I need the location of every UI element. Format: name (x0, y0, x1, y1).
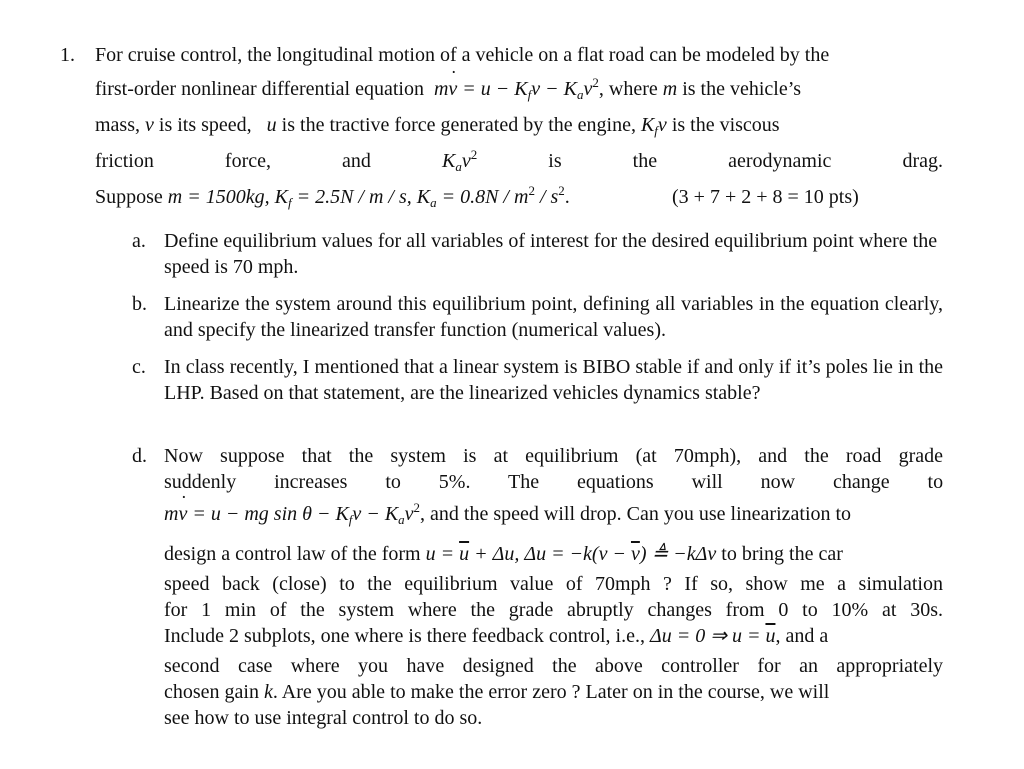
part-b-text: Linearize the system around this equilibrium point, defining all variables in the equation clearly, and specify the linearized transfer function (numerical values). (164, 293, 943, 341)
no-feedback-condition: Δu = 0 ⇒ $u = \overline{u}$ (649, 625, 776, 647)
part-c-letter: c. (132, 356, 146, 378)
part-c-text: In class recently, I mentioned that a linear system is BIBO stable if and only if it’s poles lie in the LHP. Based on that statement, are the linearized vehicles dynamics stable? (164, 356, 943, 404)
model-equation: m˙ $v = u - K_fv - K_av^2$ (429, 78, 599, 100)
part-a-letter: a. (132, 230, 146, 252)
part-d-text: Now suppose that the system is at equilibrium (at 70mph), and the road grade suddenly increases to 5%. The equations will now change to m˙ v = u − mg $\sin \theta - K_fv - K_av^2$, and the speed will drop. Can you use linearization to design a control law of the form $u = \overline{u} + \Delta u$, $\Delta u = -k(v - \overline{v})$ ≜ −kΔv to bring the car speed back (close) to the equilibrium value of 70mph ? If so, show me a simulation for 1 min of the system where the grade abruptly changes from 0 to 10% at 30s. Include 2 subplots, one where is there feedback control, i.e., Δu = 0 ⇒ $u = \overline{u}$, and a second case where you have designed the above controller for an appropriately chosen gain k. Are you able to make the error zero ? Later on in the course, we will see how to use integral control to do so. (164, 443, 943, 731)
points-label: (3 + 7 + 2 + 8 = 10 pts) (672, 186, 859, 208)
intro-line-1: For cruise control, the longitudinal motion of a vehicle on a flat road can be modeled by the (95, 44, 830, 66)
control-law: $u = \overline{u} + \Delta u$, $\Delta u = -k(v - \overline{v})$ ≜ −kΔv (425, 543, 717, 565)
parameter-values: m = 1500kg, $K_f = 2.5N / m / s$, $K_a = 0.8N / m^2 / s^2$. (167, 183, 570, 210)
intro-line-5: Suppose m = 1500kg, $K_f = 2.5N / m / s$, $K_a = 0.8N / m^2 / s^2$. (95, 183, 570, 210)
intro-line-3: mass, v is its speed, u is the tractive force generated by the engine, $K_fv$ is the viscous (95, 114, 780, 138)
grade-equation: m˙ v = u − mg $\sin \theta - K_fv - K_av^2$ (164, 503, 420, 525)
part-a-text: Define equilibrium values for all variables of interest for the desired equilibrium point where the speed is 70 mph. (164, 230, 938, 278)
part-b-letter: b. (132, 293, 147, 315)
intro-line-2: first-order nonlinear differential equation m˙ $v = u - K_fv - K_av^2$, where m is the vehicle’s (95, 76, 943, 102)
intro-line-4: friction force, and $K_av^2$ is the aerodynamic drag. (95, 147, 944, 174)
question-number: 1. (60, 44, 75, 66)
part-d-letter: d. (132, 445, 147, 467)
